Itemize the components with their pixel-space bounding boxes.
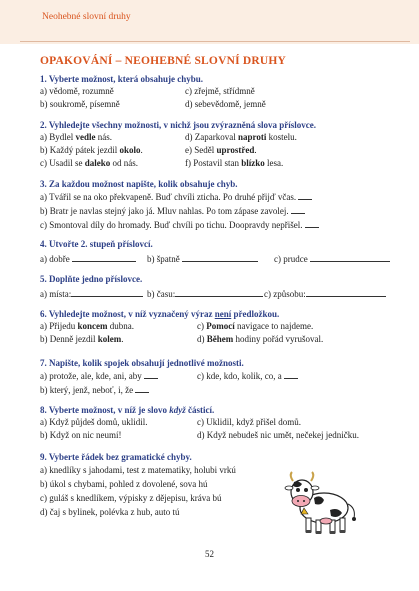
- q4-option-c: c) prudce: [274, 254, 308, 264]
- q5-option-c: c) způsobu:: [264, 289, 306, 299]
- q1-option-c[interactable]: c) zřejmě, střídmně: [185, 86, 255, 96]
- q9-option-b[interactable]: b) úkol s chybami, pohled z dovolené, sova hú: [40, 479, 208, 489]
- question-5: [40, 273, 390, 301]
- q7-option-a: a) protože, ale, kde, ani, aby: [40, 371, 142, 381]
- q8-option-a[interactable]: a) Když půjdeš domů, uklidil.: [40, 417, 148, 427]
- q7-option-b: b) který, jenž, neboť, i, že: [40, 385, 134, 396]
- q9-option-d[interactable]: d) čaj s bylinek, polévka z hub, auto tú: [40, 507, 180, 517]
- q2-option-b[interactable]: b) Každý pátek jezdil okolo.: [40, 145, 143, 156]
- q5-option-b: b) času:: [147, 289, 176, 299]
- q2-option-a[interactable]: a) Bydlel vedle nás.: [40, 132, 112, 142]
- q7-answer-b[interactable]: [135, 383, 149, 393]
- question-7: [40, 357, 390, 397]
- q8-option-d[interactable]: d) Když nebudeš nic umět, nečekej jedničku.: [197, 430, 359, 441]
- q8-option-c[interactable]: c) Uklidil, když přišel domů.: [197, 417, 301, 427]
- cow-illustration: [284, 468, 364, 540]
- q6-option-a[interactable]: a) Přijedu koncem dubna.: [40, 321, 134, 331]
- q7-option-c: c) kde, kdo, kolik, co, a: [197, 371, 282, 381]
- header-title: Neohebné slovní druhy: [42, 12, 131, 22]
- question-3-heading: 3. Za každou možnost napište, kolik obsahuje chyb.: [40, 179, 238, 189]
- q2-option-e[interactable]: e) Seděl uprostřed.: [185, 145, 257, 156]
- q2-option-d[interactable]: d) Zaparkoval naproti kostelu.: [185, 132, 297, 142]
- question-6: [40, 308, 390, 346]
- q9-option-a[interactable]: a) knedlíky s jahodami, test z matematiky, holubi vrkú: [40, 465, 236, 475]
- q3-answer-a[interactable]: [298, 190, 312, 200]
- question-4-heading: 4. Utvořte 2. stupeň příslovcí.: [40, 239, 153, 249]
- question-9-heading: 9. Vyberte řádek bez gramatické chyby.: [40, 452, 192, 462]
- q8-option-b[interactable]: b) Když on nic neumí!: [40, 430, 122, 441]
- header-divider: [20, 41, 410, 42]
- question-8-heading: 8. Vyberte možnost, v níž je slovo když částicí.: [40, 405, 215, 415]
- question-6-heading: 6. Vyhledejte možnost, v níž vyznačený výraz není předložkou.: [40, 309, 280, 319]
- q3-option-b: b) Bratr je navlas stejný jako já. Mluv nahlas. Po tom zápase zavolej.: [40, 206, 289, 217]
- q7-answer-c[interactable]: [284, 369, 298, 379]
- q3-option-c: c) Smontoval díly do hromady. Buď chvíli po tichu. Doopravdy nepřišel.: [40, 220, 303, 231]
- question-8: [40, 404, 390, 442]
- q4-option-a: a) dobře: [40, 254, 70, 264]
- q2-option-f[interactable]: f) Postavil stan blízko lesa.: [185, 158, 284, 169]
- question-4: [40, 238, 390, 266]
- question-7-heading: 7. Napište, kolik spojek obsahují jednotlivé možnosti.: [40, 358, 244, 368]
- q3-option-a: a) Tvářil se na oko překvapeně. Buď chvíli zticha. Po druhé přijď včas.: [40, 192, 297, 202]
- q4-answer-b[interactable]: [182, 252, 258, 262]
- q5-answer-c[interactable]: [306, 287, 386, 297]
- q6-option-c[interactable]: c) Pomocí navigace to najdeme.: [197, 321, 314, 331]
- question-5-heading: 5. Doplňte jedno příslovce.: [40, 274, 143, 284]
- q1-option-a[interactable]: a) vědomě, rozumně: [40, 86, 114, 96]
- q1-option-d[interactable]: d) sebevědomě, jemně: [185, 99, 266, 110]
- page-header: [0, 0, 419, 44]
- q5-answer-b[interactable]: [175, 287, 263, 297]
- q1-option-b[interactable]: b) soukromě, písemně: [40, 99, 120, 110]
- q5-option-a: a) místa:: [40, 289, 72, 299]
- question-2-heading: 2. Vyhledejte všechny možnosti, v nichž jsou zvýrazněná slova příslovce.: [40, 120, 316, 130]
- q7-answer-a[interactable]: [144, 369, 158, 379]
- page-number: 52: [205, 549, 214, 559]
- question-3: [40, 178, 390, 233]
- q4-option-b: b) špatně: [147, 254, 180, 264]
- q6-option-b[interactable]: b) Denně jezdil kolem.: [40, 334, 124, 345]
- q6-option-d[interactable]: d) Během hodiny pořád vyrušoval.: [197, 334, 324, 345]
- q2-option-c[interactable]: c) Usadil se daleko od nás.: [40, 158, 139, 169]
- q3-answer-c[interactable]: [305, 218, 319, 228]
- question-1-heading: 1. Vyberte možnost, která obsahuje chybu.: [40, 74, 204, 84]
- question-1: [40, 73, 390, 111]
- q5-answer-a[interactable]: [71, 287, 143, 297]
- page-title: OPAKOVÁNÍ – NEOHEBNÉ SLOVNÍ DRUHY: [40, 55, 286, 67]
- q4-answer-a[interactable]: [72, 252, 136, 262]
- question-2: [40, 119, 390, 171]
- q9-option-c[interactable]: c) guláš s knedlíkem, výpisky z dějepisu, kráva bú: [40, 493, 222, 503]
- q4-answer-c[interactable]: [310, 252, 390, 262]
- q3-answer-b[interactable]: [291, 204, 305, 214]
